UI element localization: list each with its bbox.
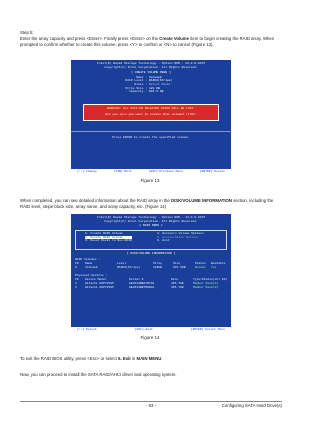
bios-header-line2: Copyright(C) Intel Corporation. All Rights Reserved. [104, 65, 198, 69]
divider [71, 131, 231, 132]
status-cell: Normal [195, 266, 206, 269]
col-header: Device Model [85, 278, 107, 281]
exit-paragraph [20, 356, 282, 362]
step-paragraph [20, 36, 282, 48]
raid-volumes-label: RAID Volumes : [75, 258, 101, 261]
cell: Member Disk(0) [193, 282, 219, 285]
cell: 465.7GB [171, 286, 184, 289]
bios-create-volume-screen [71, 60, 231, 174]
col-header: Level [117, 262, 127, 265]
field-value: RAID0(Stripe) [149, 79, 173, 83]
menu-reset-disks[interactable]: 3. Reset Disks to Non-RAID [85, 239, 132, 243]
field-capacity[interactable] [71, 90, 231, 94]
exit-text: To exit the RAID BIOS utility, press <Esc> or select [20, 356, 119, 361]
field-label: Name : [136, 75, 147, 79]
info-text-tail: section, including the RAID level, stripe block size, array name, and array capacity, etc. (Figure 14) [20, 198, 274, 209]
col-header: Serial # [129, 278, 144, 281]
create-volume-term: Create Volume [159, 36, 190, 41]
info-paragraph [20, 198, 282, 210]
cell: 1 [75, 282, 77, 285]
menu-left-column [85, 232, 132, 243]
exit-term: 6. Exit [118, 356, 131, 361]
col-header: Bootable [211, 262, 226, 265]
help-hint: Press ENTER to create the specified volume. [112, 136, 190, 139]
key-select: [↑↓]-Select [77, 328, 97, 331]
col-header: Status [195, 262, 206, 265]
key-previous: [ESC]-Previous Menu [148, 170, 183, 173]
page-number: - 93 - [145, 403, 157, 408]
page-footer [20, 401, 282, 407]
bios-header-line1: Intel(R) Rapid Storage Technology - Option ROM - 13.0.0.2075 [96, 62, 206, 65]
menu-create-raid-volume[interactable]: 1. Create RAID Volume [85, 232, 123, 235]
key-select: [ENTER]-Select [199, 170, 225, 173]
bios-header-line2: Copyright(C) Intel Corporation. All Rights Reserved. [104, 219, 198, 223]
figure-14-caption: Figure 14 [140, 335, 160, 340]
warning-text: WARNING: ALL DATA ON SELECTED DISKS WILL BE LOST. [106, 107, 196, 110]
col-header: ID [75, 278, 79, 281]
menu-delete-raid-volume[interactable]: 2. Delete RAID Volume [85, 236, 132, 240]
key-next: [TAB]-Next [113, 170, 132, 173]
main-menu-title: [ MAIN MENU ] [139, 224, 163, 228]
step-title: Step 5: [20, 30, 34, 35]
col-header: Size [173, 262, 181, 265]
menu-right-column [157, 232, 204, 243]
col-header: Name [85, 262, 93, 265]
field-label: Disks : [134, 82, 147, 86]
cell: Volume0 [85, 266, 98, 269]
exit-text-mid: in [130, 356, 137, 361]
step-text-tail: item to begin creating the RAID array. When prompted to confirm whether to create this volume, press <Y> to confirm or <N> to cancel (Figure 13). [20, 36, 275, 47]
bootable-cell: Yes [211, 266, 217, 269]
bios-header-line1: Intel(R) Rapid Storage Technology - Option ROM - 13.0.0.2075 [96, 216, 206, 219]
bios-key-footer [71, 327, 231, 332]
cell: 931.5GB [173, 266, 186, 269]
cell: RAID0(Stripe) [117, 266, 141, 269]
col-header: Size [171, 278, 179, 281]
install-paragraph: Now, you can proceed to install the SATA RAID/AHCI driver and operating system. [20, 372, 177, 377]
cell: Hitachi HDP72505 [85, 286, 114, 289]
cell: 465.7GB [171, 282, 184, 285]
disk-volume-term: DISK/VOLUME INFORMATION [170, 198, 232, 203]
col-header: Type/Status(Vol ID) [193, 278, 228, 281]
confirm-dialog[interactable] [83, 104, 219, 121]
cell: 128KB [153, 266, 163, 269]
info-text: When completed, you can see detailed information about the RAID array in the [20, 198, 171, 203]
confirm-question: Are you sure you want to create this volume? (Y/N): [105, 112, 197, 116]
col-header: ID [75, 262, 79, 265]
physical-devices-label: Physical Devices : [75, 274, 108, 277]
field-value: Select Disks [149, 82, 171, 86]
menu-acceleration-options[interactable]: 5. Acceleration Options [157, 235, 199, 239]
main-menu-term: MAIN MENU [136, 356, 162, 361]
field-value: Volume0 [149, 75, 162, 79]
cell: 2 [75, 286, 77, 289]
cell: 0 [75, 266, 77, 269]
field-value: 128 KB [149, 86, 160, 90]
menu-recovery-options[interactable]: 4. Recovery Volume Options [157, 232, 204, 235]
cell: Member Disk(0) [193, 286, 219, 289]
step-text: Enter the array capacity and press <Enter>. Finally press <Enter> on the [20, 36, 160, 41]
bios-key-footer [71, 169, 231, 174]
exit-text-tail: . [161, 356, 163, 361]
field-label: Strip Size : [125, 86, 147, 90]
cell: Hitachi HDP72505 [85, 282, 114, 285]
cell: GEA534RB7MDAKA [129, 286, 155, 289]
field-label: RAID Level : [125, 79, 147, 83]
section-title: Configuring SATA Hard Drive(s) [221, 403, 282, 408]
key-change: [↑↓]-Change [77, 170, 97, 173]
col-header: Strip [153, 262, 163, 265]
disk-volume-info-title: [ DISK/VOLUME INFORMATION ] [126, 252, 176, 255]
menu-exit[interactable]: 6. Exit [157, 239, 170, 243]
bios-main-menu-screen [71, 214, 231, 332]
create-volume-menu-title: [ CREATE VOLUME MENU ] [131, 71, 171, 75]
field-label: Capacity : [128, 90, 147, 94]
key-exit: [ESC]-Exit [134, 328, 153, 331]
field-value: 931.5 GB [149, 90, 164, 94]
cell: GEA534RB6VM7AS [129, 282, 155, 285]
key-select-menu: [ENTER]-Select Menu [190, 328, 225, 331]
figure-13-caption: Figure 13 [140, 178, 160, 183]
